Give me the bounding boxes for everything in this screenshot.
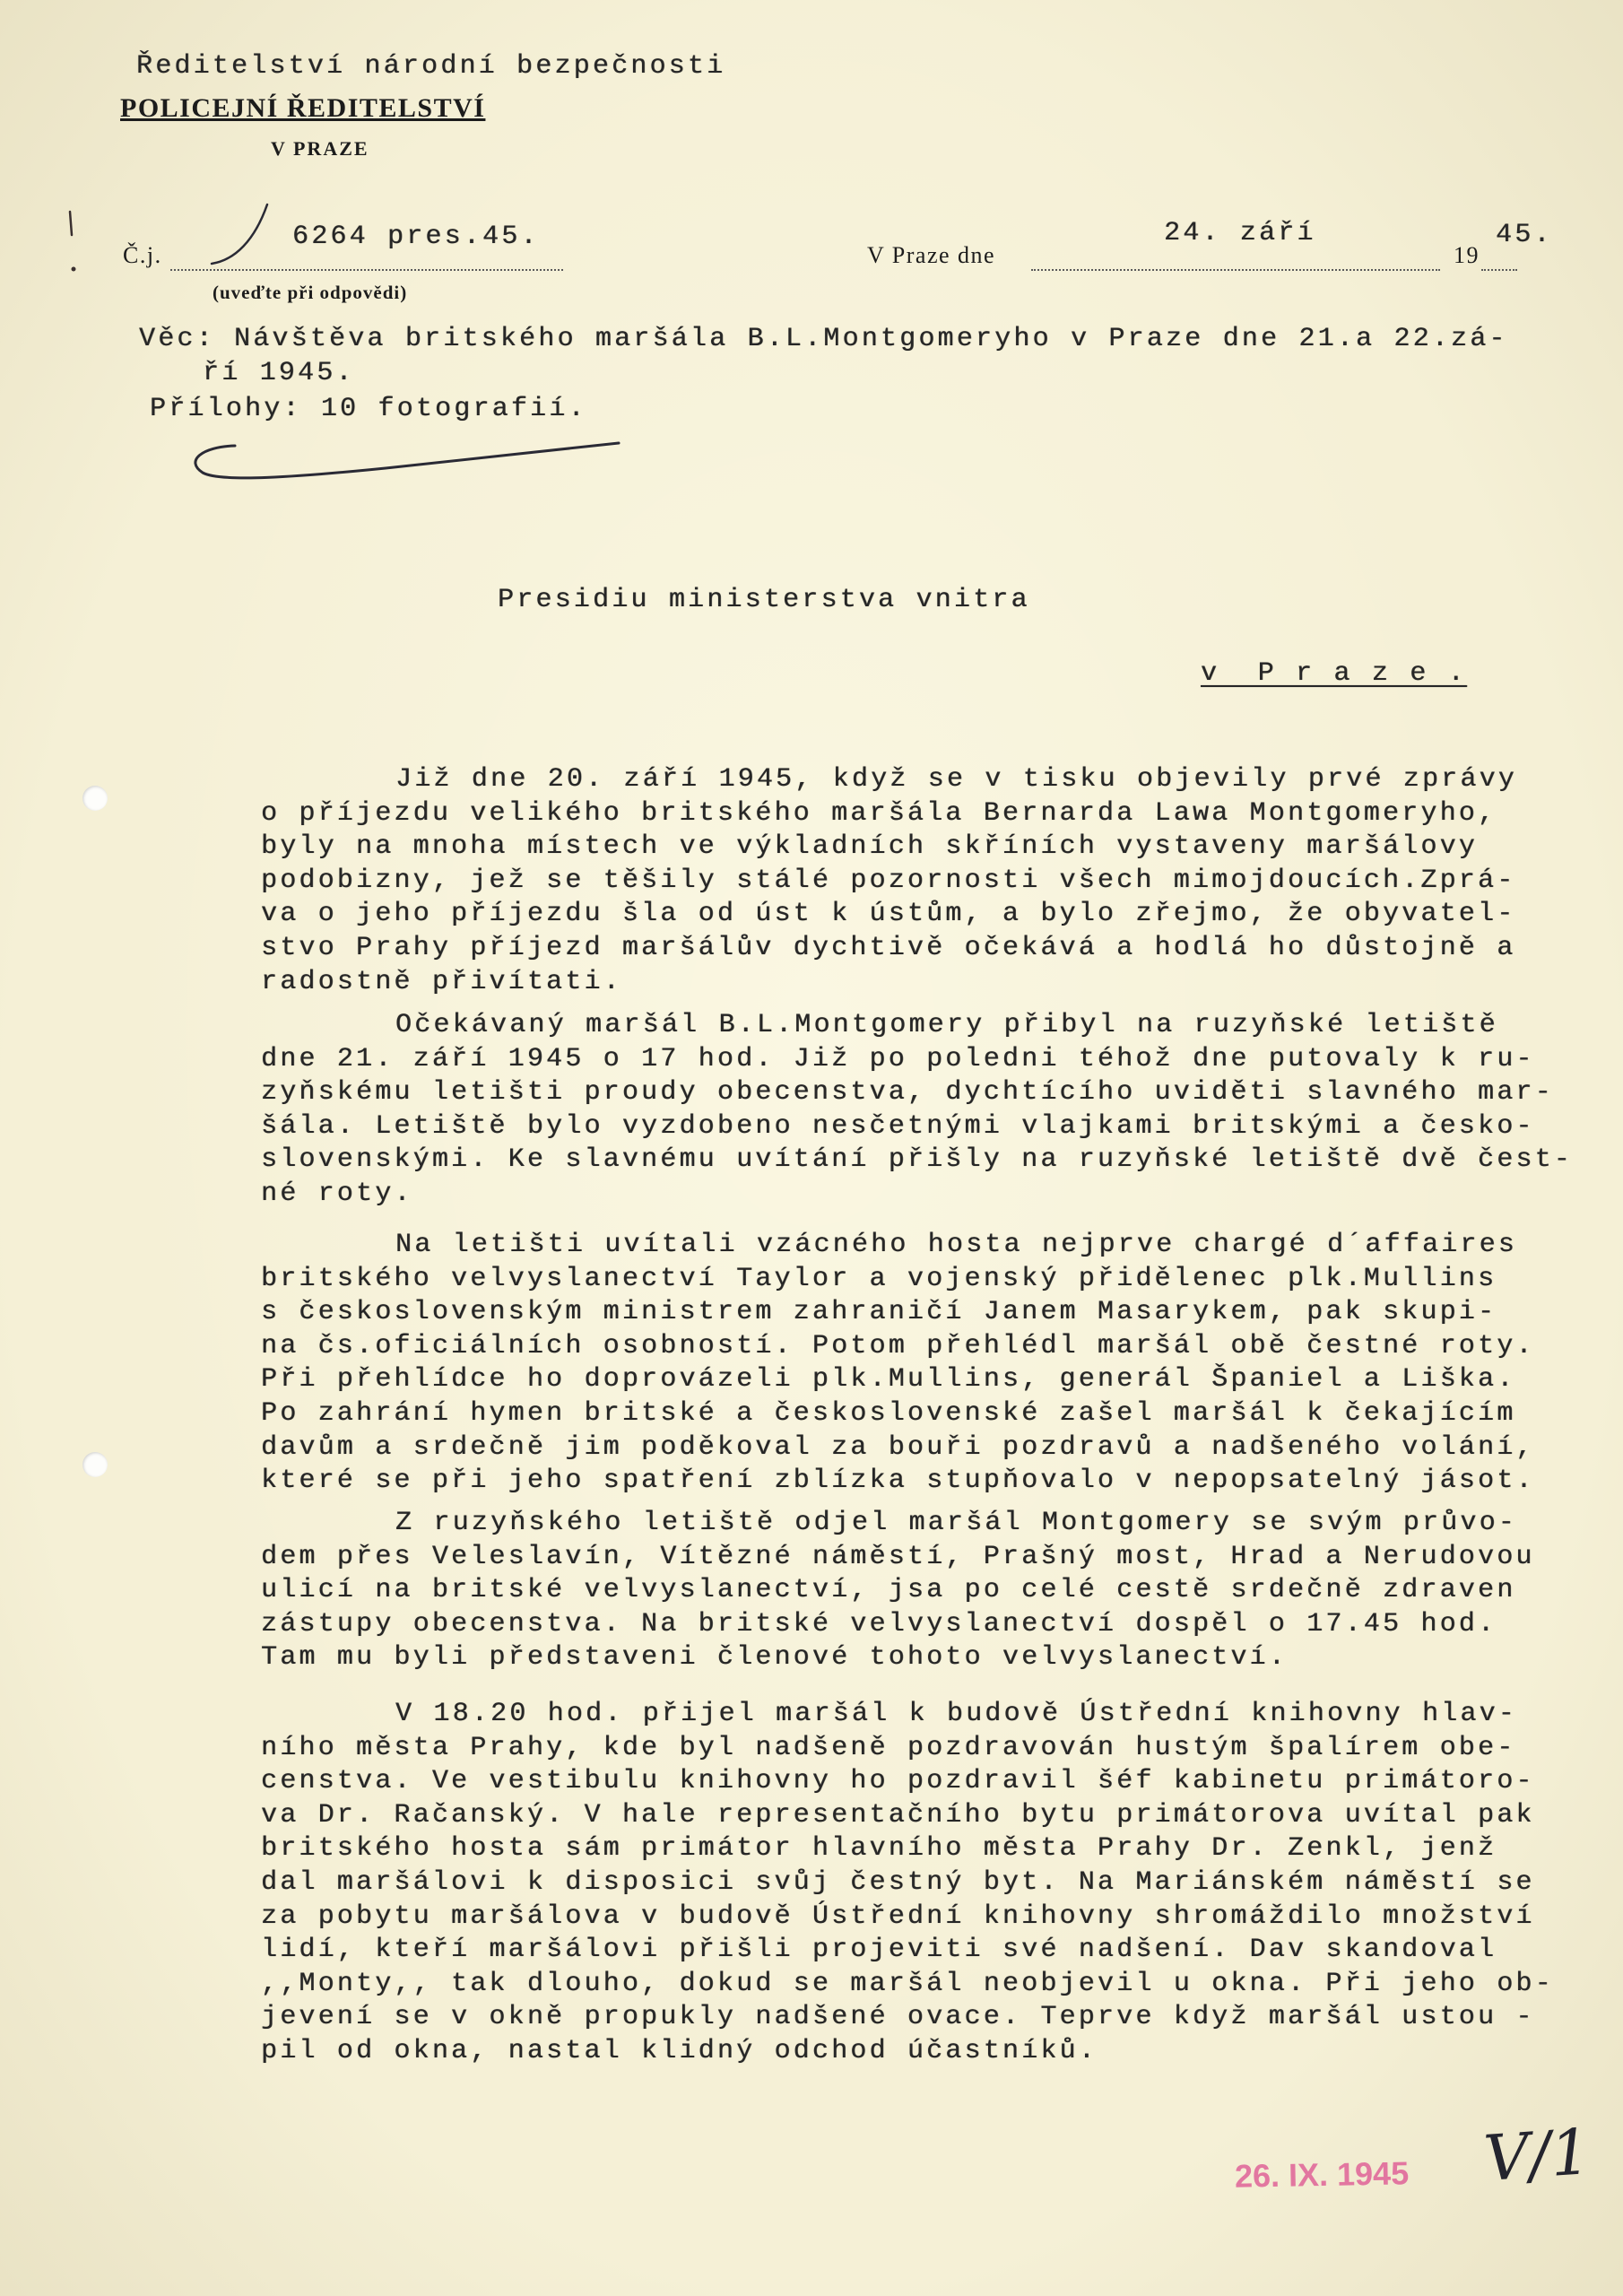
reference-label: Č.j. <box>123 242 162 268</box>
paragraph-line: né roty. <box>261 1178 413 1209</box>
paragraph-line: lidí, kteří maršálovi přišli projeviti své nadšení. Dav skandoval <box>261 1935 1497 1966</box>
paragraph-line: o příjezdu velikého britského maršála Bernarda Lawa Montgomeryho, <box>261 797 1497 829</box>
paragraph-line: šála. Letiště bylo vyzdobeno nesčetnými vlajkami britskými a česko- <box>261 1110 1535 1142</box>
reference-number: 6264 pres.45. <box>292 222 540 252</box>
year-leader <box>1481 269 1517 271</box>
paragraph-line: davům a srdečně jim poděkoval za bouři pozdravů a nadšeného volání, <box>261 1431 1535 1463</box>
date-label: V Praze dne <box>867 242 996 268</box>
paragraph-line: které se při jeho spatření zblízka stupňovalo v nepopsatelný jásot. <box>261 1465 1535 1497</box>
paragraph-line: dal maršálovi k disposici svůj čestný byt. Na Mariánském náměstí se <box>261 1866 1535 1898</box>
paragraph-library-visit <box>261 1698 1554 2069</box>
reference-slash-stroke <box>212 204 267 264</box>
paragraph-line: britského hosta sám primátor hlavního města Prahy Dr. Zenkl, jenž <box>261 1833 1497 1865</box>
addressee-name: Presidiu ministerstva vnitra <box>498 585 1030 615</box>
year-value: 45. <box>1496 220 1553 250</box>
reference-leader <box>170 269 563 271</box>
addressee-city: v P r a z e . <box>1201 658 1467 689</box>
paragraph-line: va Dr. Račanský. V hale representačního bytu primátorova uvítal pak <box>261 1799 1535 1831</box>
reference-note: (uveďte při odpovědi) <box>213 282 408 303</box>
office-city: V PRAZE <box>271 137 369 160</box>
subject-line: Věc: Návštěva britského maršála B.L.Montgomeryho v Praze dne 21.a 22.zá- <box>139 324 1508 354</box>
paragraph-line: Očekávaný maršál B.L.Montgomery přibyl na ruzyňské letiště <box>395 1010 1498 1040</box>
paragraph-line: zyňskému letišti proudy obecenstva, dychtícího uviděti slavného mar- <box>261 1077 1554 1109</box>
paragraph-line: Na letišti uvítali vzácného hosta nejprve chargé d´affaires <box>395 1230 1517 1260</box>
paragraph-line: Z ruzyňského letiště odjel maršál Montgomery se svým průvo- <box>395 1508 1517 1538</box>
paragraph-line: za pobytu maršálova v budově Ústřední knihovny shromáždilo množství <box>261 1900 1535 1932</box>
paragraph-line: radostně přivítati. <box>261 966 622 997</box>
paragraph-line: slovenskými. Ke slavnému uvítání přišly na ruzyňské letiště dvě čest- <box>261 1144 1574 1176</box>
paragraph-line: Při přehlídce ho doprovázeli plk.Mullins, generál Španiel a Liška. <box>261 1364 1516 1396</box>
paragraph-line: Již dne 20. září 1945, když se v tisku objevily prvé zprávy <box>395 764 1517 795</box>
received-date-stamp: 26. IX. 1945 <box>1234 2154 1410 2195</box>
paragraph-arrival-news <box>261 763 1517 999</box>
paragraph-line: V 18.20 hod. přijel maršál k budově Ústřední knihovny hlav- <box>395 1699 1517 1729</box>
office-name: POLICEJNÍ ŘEDITELSTVÍ <box>120 93 486 123</box>
paragraph-line: dem přes Veleslavín, Vítězné náměstí, Prašný most, Hrad a Nerudovou <box>261 1541 1535 1572</box>
paragraph-line: stvo Prahy příjezd maršálův dychtivě očekává a hodlá ho důstojně a <box>261 932 1516 963</box>
paragraph-line: jevení se v okně propukly nadšené ovace. Teprve když maršál ustou - <box>261 2002 1535 2033</box>
margin-dot <box>72 267 76 272</box>
paragraph-line: podobizny, jež se těšily stálé pozornosti všech mimojdoucích.Zprá- <box>261 865 1516 896</box>
office-line: Ředitelství národní bezpečnosti <box>136 51 726 82</box>
paragraph-line: ního města Prahy, kde byl nadšeně pozdravován hustým špalírem obe- <box>261 1732 1516 1763</box>
subject-line-continued: ří 1945. <box>203 358 355 388</box>
attachments-line: Přílohy: 10 fotografií. <box>150 394 587 424</box>
paragraph-line: Po zahrání hymen britské a československé zašel maršál k čekajícím <box>261 1397 1516 1429</box>
paragraph-line: pil od okna, nastal klidný odchod účastníků. <box>261 2035 1098 2066</box>
handwritten-file-mark: V/1 <box>1481 2114 1593 2196</box>
paragraph-line: dne 21. září 1945 o 17 hod. Již po poledni téhož dne putovaly k ru- <box>261 1043 1535 1074</box>
paragraph-route <box>261 1507 1535 1675</box>
paragraph-line: censtva. Ve vestibulu knihovny ho pozdravil šéf kabinetu primátoro- <box>261 1766 1535 1797</box>
paragraph-line: zástupy obecenstva. Na britské velvyslanectví dospěl o 17.45 hod. <box>261 1608 1497 1639</box>
paragraph-welcome <box>261 1229 1535 1499</box>
paragraph-line: byly na mnoha místech ve výkladních skříních vystaveny maršálovy <box>261 831 1478 863</box>
date-value: 24. září <box>1164 218 1316 248</box>
punch-hole-lower <box>82 1452 108 1477</box>
date-leader <box>1031 269 1440 271</box>
paragraph-line: ,,Monty,, tak dlouho, dokud se maršál neobjevil u okna. Při jeho ob- <box>261 1968 1554 1999</box>
paragraph-line: s československým ministrem zahraničí Janem Masarykem, pak skupi- <box>261 1297 1497 1328</box>
paragraph-line: ulicí na britské velvyslanectví, jsa po celé cestě srdečně zdraven <box>261 1575 1516 1606</box>
year-prefix: 19 <box>1454 242 1480 268</box>
attachments-flourish-stroke <box>195 443 619 478</box>
paragraph-line: britského velvyslanectví Taylor a vojenský přidělenec plk.Mullins <box>261 1263 1497 1294</box>
paragraph-airport-arrival <box>261 1009 1573 1212</box>
paragraph-line: Tam mu byli představeni členové tohoto velvyslanectví. <box>261 1642 1288 1674</box>
paragraph-line: va o jeho příjezdu šla od úst k ústům, a bylo zřejmo, že obyvatel- <box>261 899 1516 930</box>
punch-hole-upper <box>82 786 108 811</box>
margin-tick-stroke <box>70 212 72 235</box>
paragraph-line: na čs.oficiálních osobností. Potom přehlédl maršál obě čestné roty. <box>261 1330 1535 1361</box>
